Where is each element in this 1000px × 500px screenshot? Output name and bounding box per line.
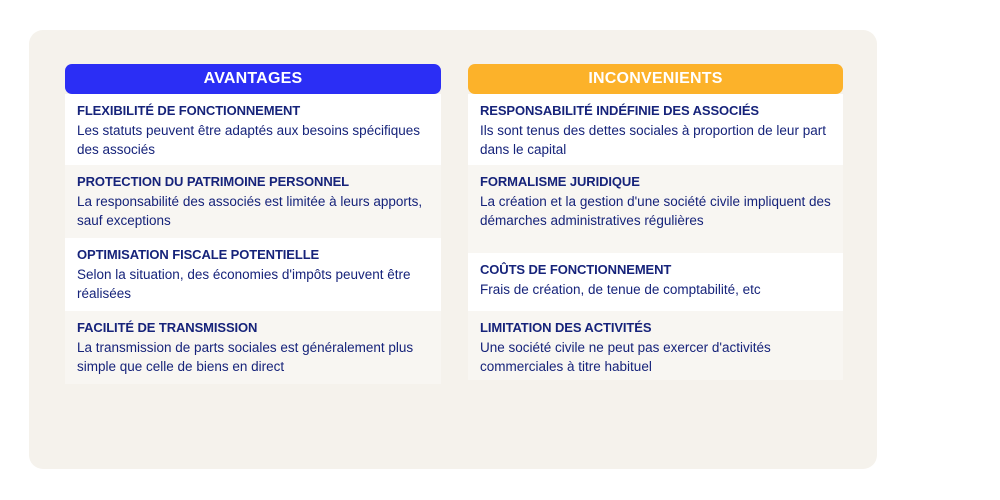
advantage-title: OPTIMISATION FISCALE POTENTIELLE bbox=[77, 247, 320, 262]
advantage-item bbox=[65, 94, 441, 165]
disadvantage-title: COÛTS DE FONCTIONNEMENT bbox=[480, 262, 672, 277]
advantages-header: AVANTAGES bbox=[65, 64, 441, 94]
disadvantage-text: Frais de création, de tenue de comptabilité, etc bbox=[480, 282, 761, 297]
advantage-text: La responsabilité des associés est limitée à leurs apports, sauf exceptions bbox=[77, 194, 423, 228]
advantage-text: Les statuts peuvent être adaptés aux besoins spécifiques des associés bbox=[77, 123, 420, 157]
disadvantage-title: RESPONSABILITÉ INDÉFINIE DES ASSOCIÉS bbox=[480, 103, 759, 118]
advantage-item bbox=[65, 238, 441, 311]
advantage-item bbox=[65, 311, 441, 384]
disadvantage-text: La création et la gestion d'une société civile impliquent des démarches administratives régulières bbox=[480, 194, 831, 228]
disadvantage-item bbox=[468, 311, 843, 380]
disadvantage-title: LIMITATION DES ACTIVITÉS bbox=[480, 320, 652, 335]
disadvantage-item bbox=[468, 94, 843, 165]
advantage-text: La transmission de parts sociales est généralement plus simple que celle de biens en direct bbox=[77, 340, 414, 374]
advantages-column bbox=[65, 64, 441, 384]
disadvantage-item bbox=[468, 253, 843, 311]
disadvantage-item bbox=[468, 165, 843, 253]
disadvantage-title: FORMALISME JURIDIQUE bbox=[480, 174, 640, 189]
advantage-title: FACILITÉ DE TRANSMISSION bbox=[77, 320, 258, 335]
disadvantage-text: Une société civile ne peut pas exercer d'activités commerciales à titre habituel bbox=[480, 340, 771, 374]
advantage-title: PROTECTION DU PATRIMOINE PERSONNEL bbox=[77, 174, 350, 189]
disadvantages-header: INCONVENIENTS bbox=[468, 64, 843, 94]
disadvantage-text: Ils sont tenus des dettes sociales à proportion de leur part dans le capital bbox=[480, 123, 826, 157]
advantage-title: FLEXIBILITÉ DE FONCTIONNEMENT bbox=[77, 103, 301, 118]
advantage-item bbox=[65, 165, 441, 238]
advantage-text: Selon la situation, des économies d'impôts peuvent être réalisées bbox=[77, 267, 411, 301]
disadvantages-column bbox=[468, 64, 843, 380]
comparison-panel bbox=[29, 30, 877, 469]
